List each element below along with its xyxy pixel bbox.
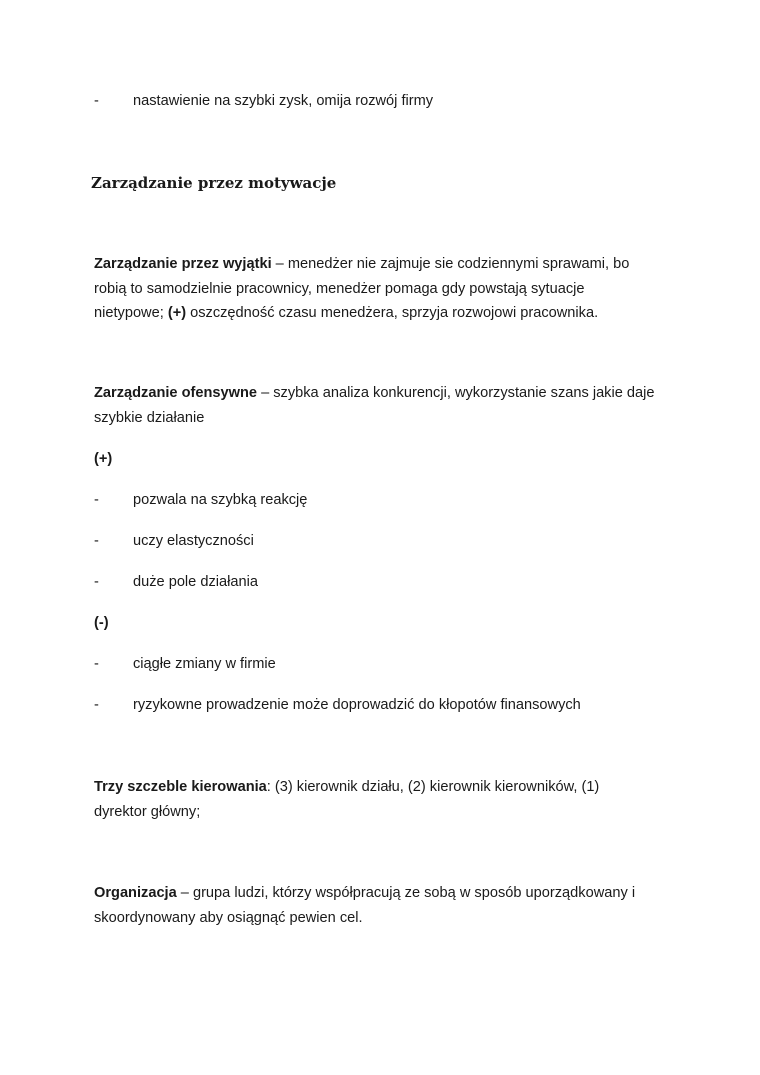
con-item: ryzykowne prowadzenie może doprowadzić do kłopotów finansowych (133, 697, 581, 713)
pro-item: pozwala na szybką reakcję (133, 492, 308, 508)
term-organizacja: Organizacja (94, 885, 177, 901)
pro-item: duże pole działania (133, 574, 258, 590)
paragraph-wyjatki (94, 252, 654, 326)
pros-label: (+) (94, 451, 113, 467)
text-szczeble: : (3) kierownik działu, (2) kierownik kierowników, (1) dyrektor główny; (94, 779, 600, 820)
paragraph-organizacja (94, 881, 659, 930)
pro-dash: - (94, 574, 99, 590)
pro-item: uczy elastyczności (133, 533, 254, 549)
term-wyjatki: Zarządzanie przez wyjątki (94, 256, 272, 272)
text-wyjatki-1: – menedżer nie zajmuje sie codziennymi sprawami, bo robią to samodzielnie pracownicy, menedżer pomaga gdy powstają sytuacje nietypowe; (94, 256, 630, 321)
pro-dash: - (94, 492, 99, 508)
bullet-dash: - (94, 93, 99, 109)
con-item: ciągłe zmiany w firmie (133, 656, 276, 672)
term-ofensywne: Zarządzanie ofensywne (94, 385, 258, 401)
bullet-text: nastawienie na szybki zysk, omija rozwój firmy (133, 93, 434, 109)
text-ofensywne: – szybka analiza konkurencji, wykorzystanie szans jakie daje szybkie działanie (94, 385, 655, 426)
text-wyjatki-2: oszczędność czasu menedżera, sprzyja rozwojowi pracownika. (186, 305, 599, 321)
plus-marker: (+) (167, 305, 187, 321)
paragraph-szczeble (94, 775, 634, 824)
con-dash: - (94, 656, 99, 672)
cons-label: (-) (94, 615, 109, 631)
con-dash: - (94, 697, 99, 713)
section-heading: Zarządzanie przez motywacje (91, 174, 337, 192)
term-szczeble: Trzy szczeble kierowania (94, 779, 267, 795)
text-organizacja: – grupa ludzi, którzy współpracują ze sobą w sposób uporządkowany i skoordynowany aby osiągnąć pewien cel. (94, 885, 636, 926)
paragraph-ofensywne (94, 381, 669, 430)
pro-dash: - (94, 533, 99, 549)
